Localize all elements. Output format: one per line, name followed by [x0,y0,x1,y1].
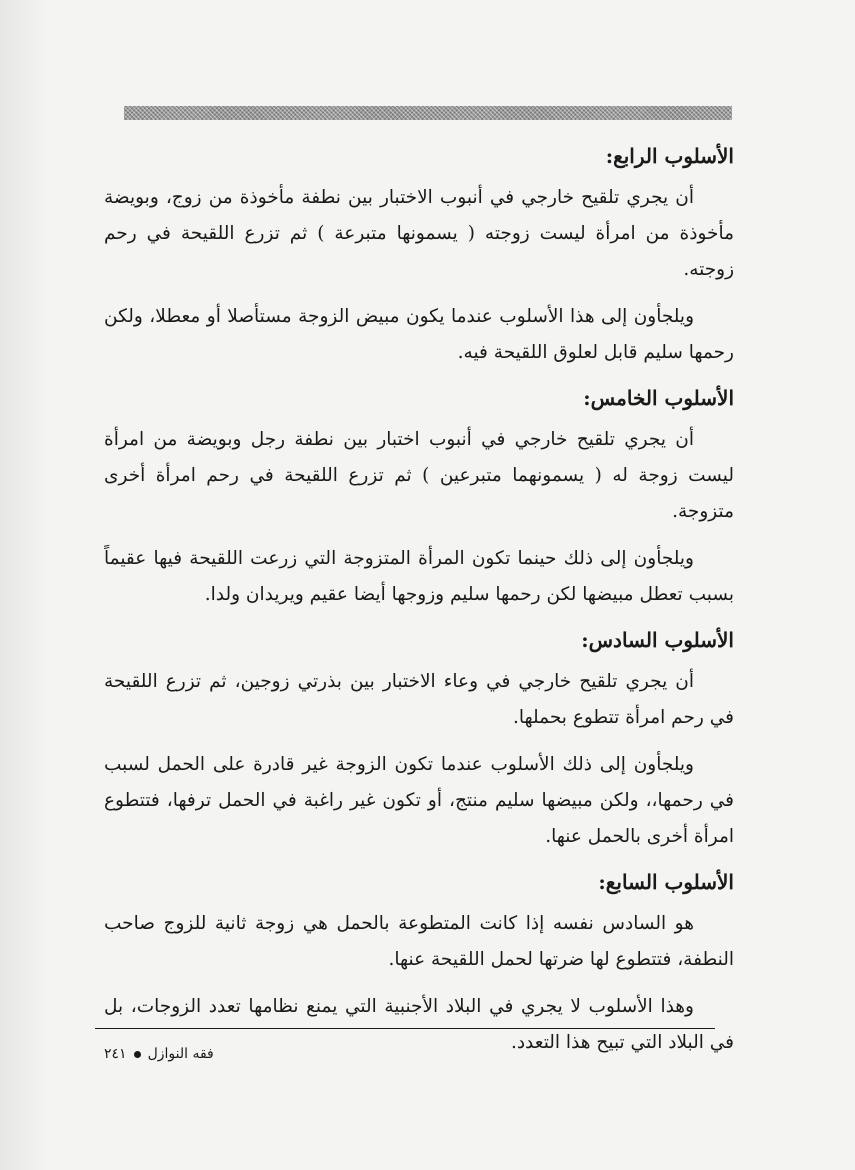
paragraph: ويلجأون إلى ذلك حينما تكون المرأة المتزوجة التي زرعت اللقيحة فيها عقيماً بسبب تعطل مبيضها لكن رحمها سليم وزوجها أيضا عقيم ويريدان ولدا. [104,548,734,605]
section-heading: الأسلوب الرابع: [605,144,734,168]
section-seventh-method [104,866,734,1061]
paragraph: أن يجري تلقيح خارجي في وعاء الاختبار بين بذرتي زوجين، ثم تزرع اللقيحة في رحم امرأة تتطوع بحملها. [104,671,734,728]
paragraph: ويلجأون إلى ذلك الأسلوب عندما تكون الزوجة غير قادرة على الحمل لسبب في رحمها،، ولكن مبيضها سليم منتج، أو تكون غير راغبة في الحمل ترفها، فتتطوع امرأة أخرى بالحمل عنها. [104,754,734,847]
paragraph: أن يجري تلقيح خارجي في أنبوب الاختبار بين نطفة مأخوذة من زوج، وبويضة مأخوذة من امرأة ليست زوجته ( يسمونها متبرعة ) ثم تزرع اللقيحة في رحم زوجته. [104,187,734,280]
paragraph: هو السادس نفسه إذا كانت المتطوعة بالحمل هي زوجة ثانية للزوج صاحب النطفة، فتتطوع لها ضرتها لحمل اللقيحة عنها. [104,913,734,970]
paragraph: ويلجأون إلى هذا الأسلوب عندما يكون مبيض الزوجة مستأصلا أو معطلا، ولكن رحمها سليم قابل لعلوق اللقيحة فيه. [104,306,734,363]
section-fourth-method [104,140,734,371]
scan-margin-shading [0,0,48,1170]
bullet-dot-icon [134,1051,141,1058]
page-footer [104,1046,214,1062]
section-heading: الأسلوب السابع: [598,870,734,894]
section-heading: الأسلوب السادس: [581,628,734,652]
section-fifth-method [104,382,734,613]
paragraph: أن يجري تلقيح خارجي في أنبوب اختبار بين نطفة رجل وبويضة من امرأة ليست زوجة له ( يسمونهما متبرعين ) ثم تزرع اللقيحة في رحم امرأة أخرى متزوجة. [104,429,734,522]
paragraph: وهذا الأسلوب لا يجري في البلاد الأجنبية التي يمنع نظامها تعدد الزوجات، بل في البلاد التي تبيح هذا التعدد. [104,996,734,1053]
decorative-header-bar [124,106,732,120]
page-body [104,140,734,1072]
section-sixth-method [104,624,734,855]
footer-divider [95,1028,715,1029]
section-heading: الأسلوب الخامس: [583,386,734,410]
book-title: فقه النوازل [147,1046,214,1062]
page-number: ٢٤١ [104,1046,127,1062]
